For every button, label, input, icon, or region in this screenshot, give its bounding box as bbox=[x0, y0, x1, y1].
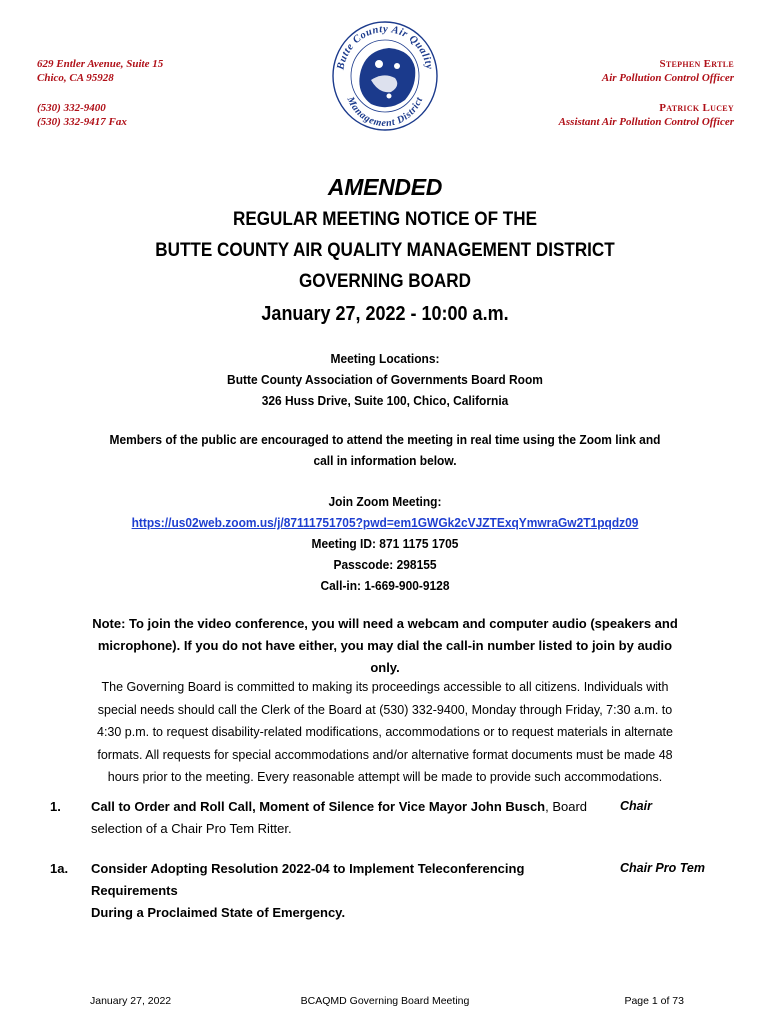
title-line-2: BUTTE COUNTY AIR QUALITY MANAGEMENT DISTRICT bbox=[155, 240, 615, 261]
address-line-2: Chico, CA 95928 bbox=[37, 72, 114, 84]
video-conference-note bbox=[82, 613, 688, 679]
agenda-item-number: 1a. bbox=[50, 861, 69, 876]
agenda-item-title: Call to Order and Roll Call, Moment of Silence for Vice Mayor John Busch bbox=[91, 799, 546, 814]
address-line-1: 629 Entler Avenue, Suite 15 bbox=[37, 58, 164, 70]
note-line-2: microphone). If you do not have either, you may dial the call-in number listed to join by audio only. bbox=[97, 638, 673, 675]
public-notice-line-1: Members of the public are encouraged to attend the meeting in real time using the Zoom link and bbox=[109, 432, 661, 447]
officer-2-name: Patrick Lucey bbox=[659, 102, 734, 114]
zoom-heading: Join Zoom Meeting: bbox=[328, 494, 442, 509]
footer-title: BCAQMD Governing Board Meeting bbox=[300, 995, 470, 1007]
location-line-2: 326 Huss Drive, Suite 100, Chico, California bbox=[261, 393, 509, 408]
access-line-1: The Governing Board is committed to making its proceedings accessible to all citizens. Individuals with bbox=[101, 680, 669, 694]
title-line-3: GOVERNING BOARD bbox=[299, 271, 471, 292]
note-line-1: Note: To join the video conference, you will need a webcam and computer audio (speakers and bbox=[92, 616, 678, 631]
zoom-details bbox=[31, 491, 739, 596]
zoom-meeting-link[interactable]: https://us02web.zoom.us/j/87111751705?pwd=em1GWGk2cVJZTExqYmwraGw2T1pqdz09 bbox=[131, 515, 639, 530]
agenda-item bbox=[50, 861, 730, 920]
footer-date: January 27, 2022 bbox=[90, 995, 172, 1007]
meeting-date-time: January 27, 2022 - 10:00 a.m. bbox=[261, 303, 509, 325]
zoom-call-in: Call-in: 1-669-900-9128 bbox=[320, 578, 450, 593]
access-line-3: 4:30 p.m. to request disability-related modifications, accommodations or to request materials in alternate bbox=[97, 725, 673, 739]
meeting-title-block bbox=[0, 170, 770, 331]
seal-text-bottom: Management District bbox=[344, 95, 426, 130]
officer-1-title: Air Pollution Control Officer bbox=[601, 72, 734, 84]
officer-1-name: Stephen Ertle bbox=[659, 58, 734, 70]
agenda-item-text bbox=[91, 858, 591, 924]
public-notice-line-2: call in information below. bbox=[313, 453, 457, 468]
zoom-meeting-id: Meeting ID: 871 1175 1705 bbox=[311, 536, 459, 551]
footer-page-number: Page 1 of 73 bbox=[624, 995, 684, 1007]
public-attendance-notice bbox=[31, 429, 739, 471]
accessibility-statement bbox=[90, 676, 680, 789]
amended-heading: AMENDED bbox=[327, 174, 443, 200]
meeting-locations bbox=[31, 348, 739, 411]
title-line-1: REGULAR MEETING NOTICE OF THE bbox=[232, 209, 538, 230]
agenda-item-title-line-1: Consider Adopting Resolution 2022-04 to Implement Teleconferencing Requirements bbox=[91, 861, 525, 898]
seal-text-top: Butte County Air Quality bbox=[335, 23, 435, 71]
access-line-5: hours prior to the meeting. Every reasonable attempt will be made to provide such accommodations. bbox=[107, 770, 663, 784]
agenda-item bbox=[50, 799, 730, 843]
district-officers bbox=[559, 57, 734, 129]
locations-heading: Meeting Locations: bbox=[330, 351, 440, 366]
agenda-item-presenter: Chair Pro Tem bbox=[620, 861, 705, 875]
district-contact bbox=[37, 57, 163, 129]
access-line-4: formats. All requests for special accommodations and/or alternative format documents must be made 48 bbox=[97, 747, 673, 762]
agenda-item-text bbox=[91, 796, 591, 840]
agenda-item-presenter: Chair bbox=[620, 799, 652, 813]
agenda-item-title-line-2: During a Proclaimed State of Emergency. bbox=[91, 905, 346, 920]
district-seal-logo bbox=[331, 20, 439, 132]
agenda-item-text-cont: , Board bbox=[545, 799, 588, 814]
location-line-1: Butte County Association of Governments Board Room bbox=[227, 372, 543, 387]
fax-number: (530) 332-9417 Fax bbox=[37, 116, 127, 128]
agenda-item-number: 1. bbox=[50, 799, 61, 814]
agenda-item-text-line-2: selection of a Chair Pro Tem Ritter. bbox=[91, 821, 292, 836]
officer-2-title: Assistant Air Pollution Control Officer bbox=[558, 116, 734, 128]
phone-number: (530) 332-9400 bbox=[37, 102, 106, 114]
access-line-2: special needs should call the Clerk of the Board at (530) 332-9400, Monday through Friday, 7:30 a.m. to bbox=[97, 702, 673, 717]
zoom-passcode: Passcode: 298155 bbox=[333, 557, 437, 572]
